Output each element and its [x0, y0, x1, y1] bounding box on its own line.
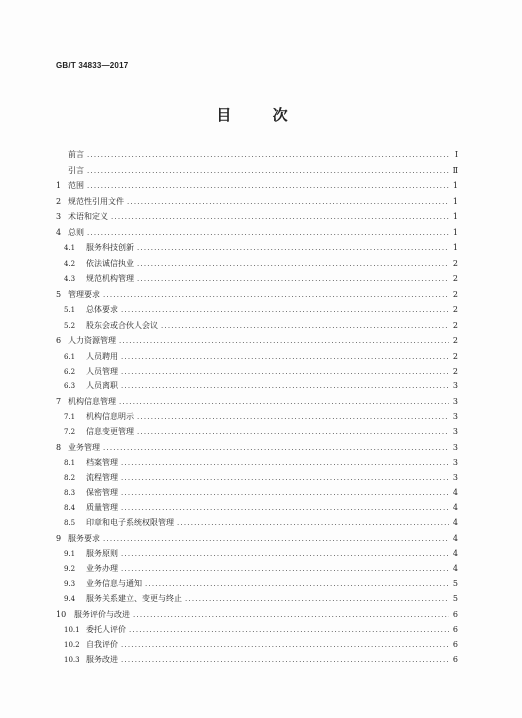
toc-entry[interactable]: [64, 274, 458, 284]
toc-entry-number: 8.1: [64, 459, 76, 467]
toc-entry-label: 范围: [68, 181, 84, 190]
toc-entry-page: 6: [452, 640, 458, 649]
dot-leader: [161, 321, 449, 331]
toc-entry[interactable]: [56, 610, 458, 620]
toc-entry-number: 6: [56, 336, 62, 345]
toc-entry-number: 10.1: [64, 626, 80, 634]
toc-entry-number: 8: [56, 443, 62, 452]
toc-entry-number: 4.1: [64, 244, 76, 252]
toc-entry-label: 机构信息明示: [86, 412, 134, 421]
toc-entry[interactable]: [56, 228, 458, 238]
toc-entry-page: 1: [452, 228, 458, 237]
toc-entry-label: 信息变更管理: [86, 427, 134, 436]
toc-entry[interactable]: [64, 259, 458, 269]
toc-entry-page: 3: [452, 397, 458, 406]
toc-entry-label: 服务评价与改进: [74, 610, 130, 619]
toc-entry-label: 服务关系建立、变更与终止: [86, 594, 182, 603]
toc-entry-page: 4: [452, 488, 458, 497]
standard-code: GB/T 34833—2017: [56, 61, 129, 70]
dot-leader: [137, 274, 449, 284]
toc-entry-label: 人员管理: [86, 367, 118, 376]
dot-leader: [177, 518, 449, 528]
toc-entry-page: 3: [452, 473, 458, 482]
toc-entry-page: 3: [452, 443, 458, 452]
toc-entry-number: 10.2: [64, 641, 80, 649]
toc-entry[interactable]: [64, 518, 458, 528]
dot-leader: [133, 610, 449, 620]
toc-entry-number: 4.3: [64, 275, 76, 283]
toc-entry-page: 4: [452, 564, 458, 573]
dot-leader: [137, 412, 449, 422]
dot-leader: [121, 352, 449, 362]
toc-entry-label: 流程管理: [86, 473, 118, 482]
toc-entry-number: 4: [56, 228, 62, 237]
toc-entry[interactable]: [64, 352, 458, 362]
toc-entry-number: 9.1: [64, 550, 76, 558]
toc-entry-label: 委托人评价: [86, 625, 126, 634]
toc-entry-number: 10.3: [64, 656, 80, 664]
toc-entry[interactable]: [64, 655, 458, 665]
dot-leader: [185, 594, 449, 604]
toc-entry-page: 6: [452, 625, 458, 634]
toc-entry[interactable]: [64, 305, 458, 315]
toc-entry-label: 人员离职: [86, 381, 118, 390]
toc-entry[interactable]: [56, 336, 458, 346]
toc-entry[interactable]: [64, 579, 458, 589]
toc-entry-page: 2: [452, 352, 458, 361]
dot-leader: [121, 564, 449, 574]
dot-leader: [103, 290, 449, 300]
toc-entry-page: 1: [452, 181, 458, 190]
toc-entry[interactable]: [56, 150, 458, 160]
toc-entry-label: 管理要求: [68, 290, 100, 299]
dot-leader: [137, 243, 449, 253]
toc-entry-number: 2: [56, 197, 62, 206]
toc-entry[interactable]: [64, 243, 458, 253]
toc-entry-number: 8.4: [64, 504, 76, 512]
toc-entry-number: 8.3: [64, 489, 76, 497]
toc-entry[interactable]: [56, 197, 458, 207]
toc-entry-number: 6.2: [64, 368, 76, 376]
toc-entry-page: 3: [452, 412, 458, 421]
toc-entry[interactable]: [56, 443, 458, 453]
toc-entry-number: 3: [56, 212, 62, 221]
toc-entry-number: 8.5: [64, 519, 76, 527]
dot-leader: [121, 305, 449, 315]
toc-entry[interactable]: [64, 367, 458, 377]
toc-entry-number: 9.2: [64, 565, 76, 573]
toc-entry-number: 1: [56, 181, 62, 190]
toc-entry-page: Ⅱ: [452, 166, 458, 175]
dot-leader: [103, 443, 449, 453]
toc-entry[interactable]: [56, 212, 458, 222]
dot-leader: [137, 427, 449, 437]
toc-entry[interactable]: [56, 290, 458, 300]
toc-entry[interactable]: [64, 458, 458, 468]
toc-entry-label: 自我评价: [86, 640, 118, 649]
toc-entry[interactable]: [64, 488, 458, 498]
toc-entry[interactable]: [64, 427, 458, 437]
dot-leader: [127, 197, 449, 207]
toc-entry-number: 5: [56, 290, 62, 299]
dot-leader: [121, 381, 449, 391]
toc-entry-label: 股东会或合伙人会议: [86, 321, 158, 330]
toc-entry-label: 依法诚信执业: [86, 259, 134, 268]
toc-entry-number: 9.4: [64, 595, 76, 603]
dot-leader: [121, 473, 449, 483]
page-title: 目 次: [216, 106, 306, 124]
toc-entry[interactable]: [64, 321, 458, 331]
toc-entry-label: 人力资源管理: [68, 336, 116, 345]
dot-leader: [111, 212, 449, 222]
toc-entry-page: 2: [452, 305, 458, 314]
toc-entry-label: 服务改进: [86, 655, 118, 664]
toc-entry[interactable]: [64, 473, 458, 483]
toc-entry-number: 10: [56, 610, 67, 619]
toc-entry-label: 机构信息管理: [68, 397, 116, 406]
toc-entry-page: 2: [452, 274, 458, 283]
toc-entry-label: 人员聘用: [86, 352, 118, 361]
toc-entry-number: 8.2: [64, 474, 76, 482]
toc-entry[interactable]: [64, 625, 458, 635]
dot-leader: [121, 655, 449, 665]
toc-entry-label: 质量管理: [86, 503, 118, 512]
dot-leader: [129, 625, 449, 635]
toc-entry-page: 2: [452, 367, 458, 376]
toc-entry-label: 保密管理: [86, 488, 118, 497]
dot-leader: [121, 549, 449, 559]
toc-entry-label: 业务办理: [86, 564, 118, 573]
toc-entry[interactable]: [64, 594, 458, 604]
toc-entry[interactable]: [64, 564, 458, 574]
toc-entry-number: 5.1: [64, 306, 76, 314]
toc-entry-page: Ⅰ: [454, 150, 458, 159]
toc-entry-label: 规范机构管理: [86, 274, 134, 283]
dot-leader: [87, 181, 449, 191]
toc-entry[interactable]: [56, 397, 458, 407]
dot-leader: [103, 534, 449, 544]
toc-entry-label: 档案管理: [86, 458, 118, 467]
toc-entry-number: 7: [56, 397, 62, 406]
toc-entry-label: 服务要求: [68, 534, 100, 543]
toc-entry-page: 5: [452, 579, 458, 588]
toc-entry[interactable]: [56, 534, 458, 544]
toc-entry-label: 业务信息与通知: [86, 579, 142, 588]
dot-leader: [145, 579, 449, 589]
toc-entry-label: 总体要求: [86, 305, 118, 314]
toc-entry-page: 1: [452, 197, 458, 206]
toc-entry[interactable]: [64, 412, 458, 422]
toc-entry[interactable]: [64, 640, 458, 650]
toc-entry-number: 6.1: [64, 353, 76, 361]
toc-entry-page: 4: [452, 549, 458, 558]
toc-entry-number: 4.2: [64, 260, 76, 268]
toc-entry-page: 3: [452, 458, 458, 467]
dot-leader: [87, 150, 449, 160]
toc-entry-number: 9.3: [64, 580, 76, 588]
toc-entry-label: 总则: [68, 228, 84, 237]
toc-entry[interactable]: [64, 549, 458, 559]
toc-entry-page: 4: [452, 534, 458, 543]
dot-leader: [87, 228, 449, 238]
toc-entry-page: 2: [452, 259, 458, 268]
toc-entry-page: 1: [452, 243, 458, 252]
toc-entry-number: 7.2: [64, 428, 76, 436]
toc-entry-page: 2: [452, 290, 458, 299]
toc-entry-page: 4: [452, 503, 458, 512]
toc-entry-label: 术语和定义: [68, 212, 108, 221]
dot-leader: [121, 503, 449, 513]
dot-leader: [121, 367, 449, 377]
toc-entry-label: 引言: [68, 166, 84, 175]
toc-entry-page: 6: [452, 655, 458, 664]
toc-entry-label: 业务管理: [68, 443, 100, 452]
dot-leader: [119, 336, 449, 346]
toc-entry-page: 3: [452, 381, 458, 390]
toc-entry-page: 3: [452, 427, 458, 436]
toc-entry-page: 4: [452, 518, 458, 527]
toc-entry-page: 5: [452, 594, 458, 603]
dot-leader: [137, 259, 449, 269]
toc-entry[interactable]: [56, 166, 458, 176]
dot-leader: [87, 166, 449, 176]
toc-entry-label: 前言: [68, 150, 84, 159]
toc-entry-label: 服务科技创新: [86, 243, 134, 252]
toc-entry-number: 6.3: [64, 382, 76, 390]
dot-leader: [121, 488, 449, 498]
toc-entry-number: 9: [56, 534, 62, 543]
dot-leader: [121, 640, 449, 650]
toc-entry-page: 2: [452, 321, 458, 330]
toc-entry-page: 6: [452, 610, 458, 619]
toc-entry-page: 1: [452, 212, 458, 221]
toc-entry-label: 规范性引用文件: [68, 197, 124, 206]
toc-entry-number: 7.1: [64, 413, 76, 421]
toc-entry[interactable]: [56, 181, 458, 191]
toc-entry-label: 印章和电子系统权限管理: [86, 518, 174, 527]
dot-leader: [119, 397, 449, 407]
dot-leader: [121, 458, 449, 468]
toc-entry[interactable]: [64, 381, 458, 391]
toc-entry-page: 2: [452, 336, 458, 345]
toc-entry-label: 服务原则: [86, 549, 118, 558]
toc-entry[interactable]: [64, 503, 458, 513]
toc-entry-number: 5.2: [64, 322, 76, 330]
